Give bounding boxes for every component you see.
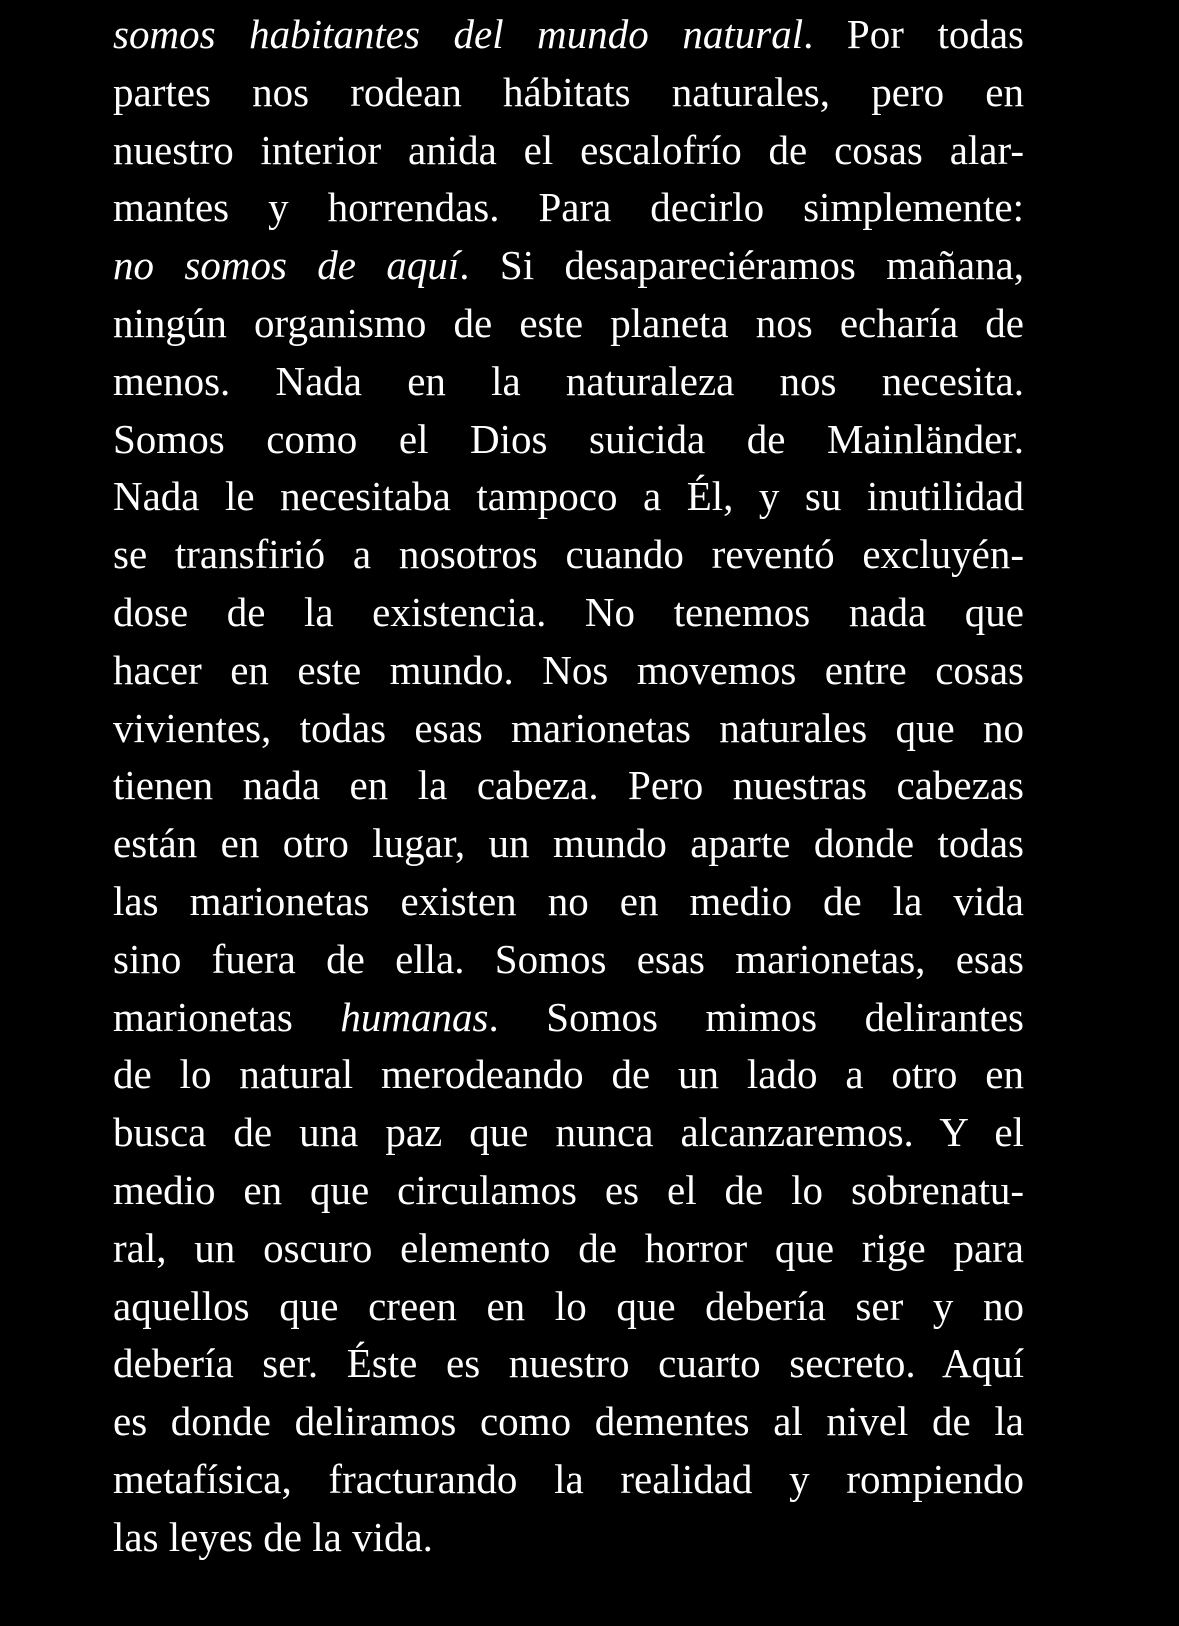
text-line — [113, 122, 1024, 180]
text-line — [113, 237, 1024, 295]
text-line — [113, 353, 1024, 411]
text-segment: marionetas — [113, 993, 341, 1040]
text-segment: están en otro lugar, un mundo aparte donde todas — [113, 820, 1024, 867]
text-line — [113, 6, 1024, 64]
text-line — [113, 931, 1024, 989]
text-line — [113, 584, 1024, 642]
text-segment: vivientes, todas esas marionetas naturales que no — [113, 704, 1024, 751]
text-segment: aquellos que creen en lo que debería ser y no — [113, 1282, 1024, 1329]
text-segment: menos. Nada en la naturaleza nos necesita. — [113, 357, 1024, 404]
text-line — [113, 873, 1024, 931]
text-line — [113, 1335, 1024, 1393]
text-segment: medio en que circulamos es el de lo sobrenatu- — [113, 1166, 1024, 1213]
text-segment: . Somos mimos delirantes — [488, 993, 1024, 1040]
text-segment: ningún organismo de este planeta nos echaría de — [113, 299, 1024, 346]
text-line — [113, 1509, 1024, 1567]
text-line — [113, 526, 1024, 584]
text-segment: busca de una paz que nunca alcanzaremos. Y el — [113, 1109, 1024, 1156]
text-line — [113, 642, 1024, 700]
text-line — [113, 64, 1024, 122]
text-line — [113, 295, 1024, 353]
text-segment: es donde deliramos como dementes al nivel de la — [113, 1398, 1024, 1445]
text-segment: metafísica, fracturando la realidad y rompiendo — [113, 1455, 1024, 1502]
text-segment: partes nos rodean hábitats naturales, pero en — [113, 68, 1024, 115]
text-segment: . Si desapareciéramos mañana, — [459, 242, 1025, 289]
text-segment: ral, un oscuro elemento de horror que rige para — [113, 1224, 1024, 1271]
text-segment: de lo natural merodeando de un lado a otro en — [113, 1051, 1024, 1098]
text-line — [113, 1046, 1024, 1104]
text-line — [113, 179, 1024, 237]
italic-text: somos habitantes del mundo natural — [113, 11, 804, 57]
text-segment: se transfirió a nosotros cuando reventó excluyén- — [113, 531, 1024, 578]
text-segment: Nada le necesitaba tampoco a Él, y su inutilidad — [113, 473, 1024, 520]
text-line — [113, 1278, 1024, 1336]
text-line — [113, 411, 1024, 469]
text-line — [113, 815, 1024, 873]
text-line — [113, 700, 1024, 758]
text-segment: nuestro interior anida el escalofrío de cosas alar- — [113, 126, 1024, 173]
text-segment: las marionetas existen no en medio de la vida — [113, 877, 1024, 924]
document-page — [113, 6, 1024, 1567]
text-segment: las leyes de la vida. — [113, 1513, 433, 1560]
text-line — [113, 1104, 1024, 1162]
text-line — [113, 1162, 1024, 1220]
text-segment: hacer en este mundo. Nos movemos entre cosas — [113, 646, 1024, 693]
text-segment: sino fuera de ella. Somos esas marionetas, esas — [113, 935, 1024, 982]
text-segment: dose de la existencia. No tenemos nada que — [113, 588, 1024, 635]
text-line — [113, 989, 1024, 1047]
text-segment: tienen nada en la cabeza. Pero nuestras cabezas — [113, 762, 1024, 809]
text-line — [113, 468, 1024, 526]
text-line — [113, 1220, 1024, 1278]
text-segment: debería ser. Éste es nuestro cuarto secreto. Aquí — [113, 1340, 1024, 1387]
text-line — [113, 1451, 1024, 1509]
text-segment: mantes y horrendas. Para decirlo simplemente: — [113, 184, 1024, 231]
text-line — [113, 757, 1024, 815]
italic-text: no somos de aquí — [113, 242, 460, 289]
text-segment: Somos como el Dios suicida de Mainländer. — [113, 415, 1024, 462]
text-segment: . Por todas — [803, 11, 1024, 57]
text-line — [113, 1393, 1024, 1451]
italic-text: humanas — [340, 993, 489, 1040]
